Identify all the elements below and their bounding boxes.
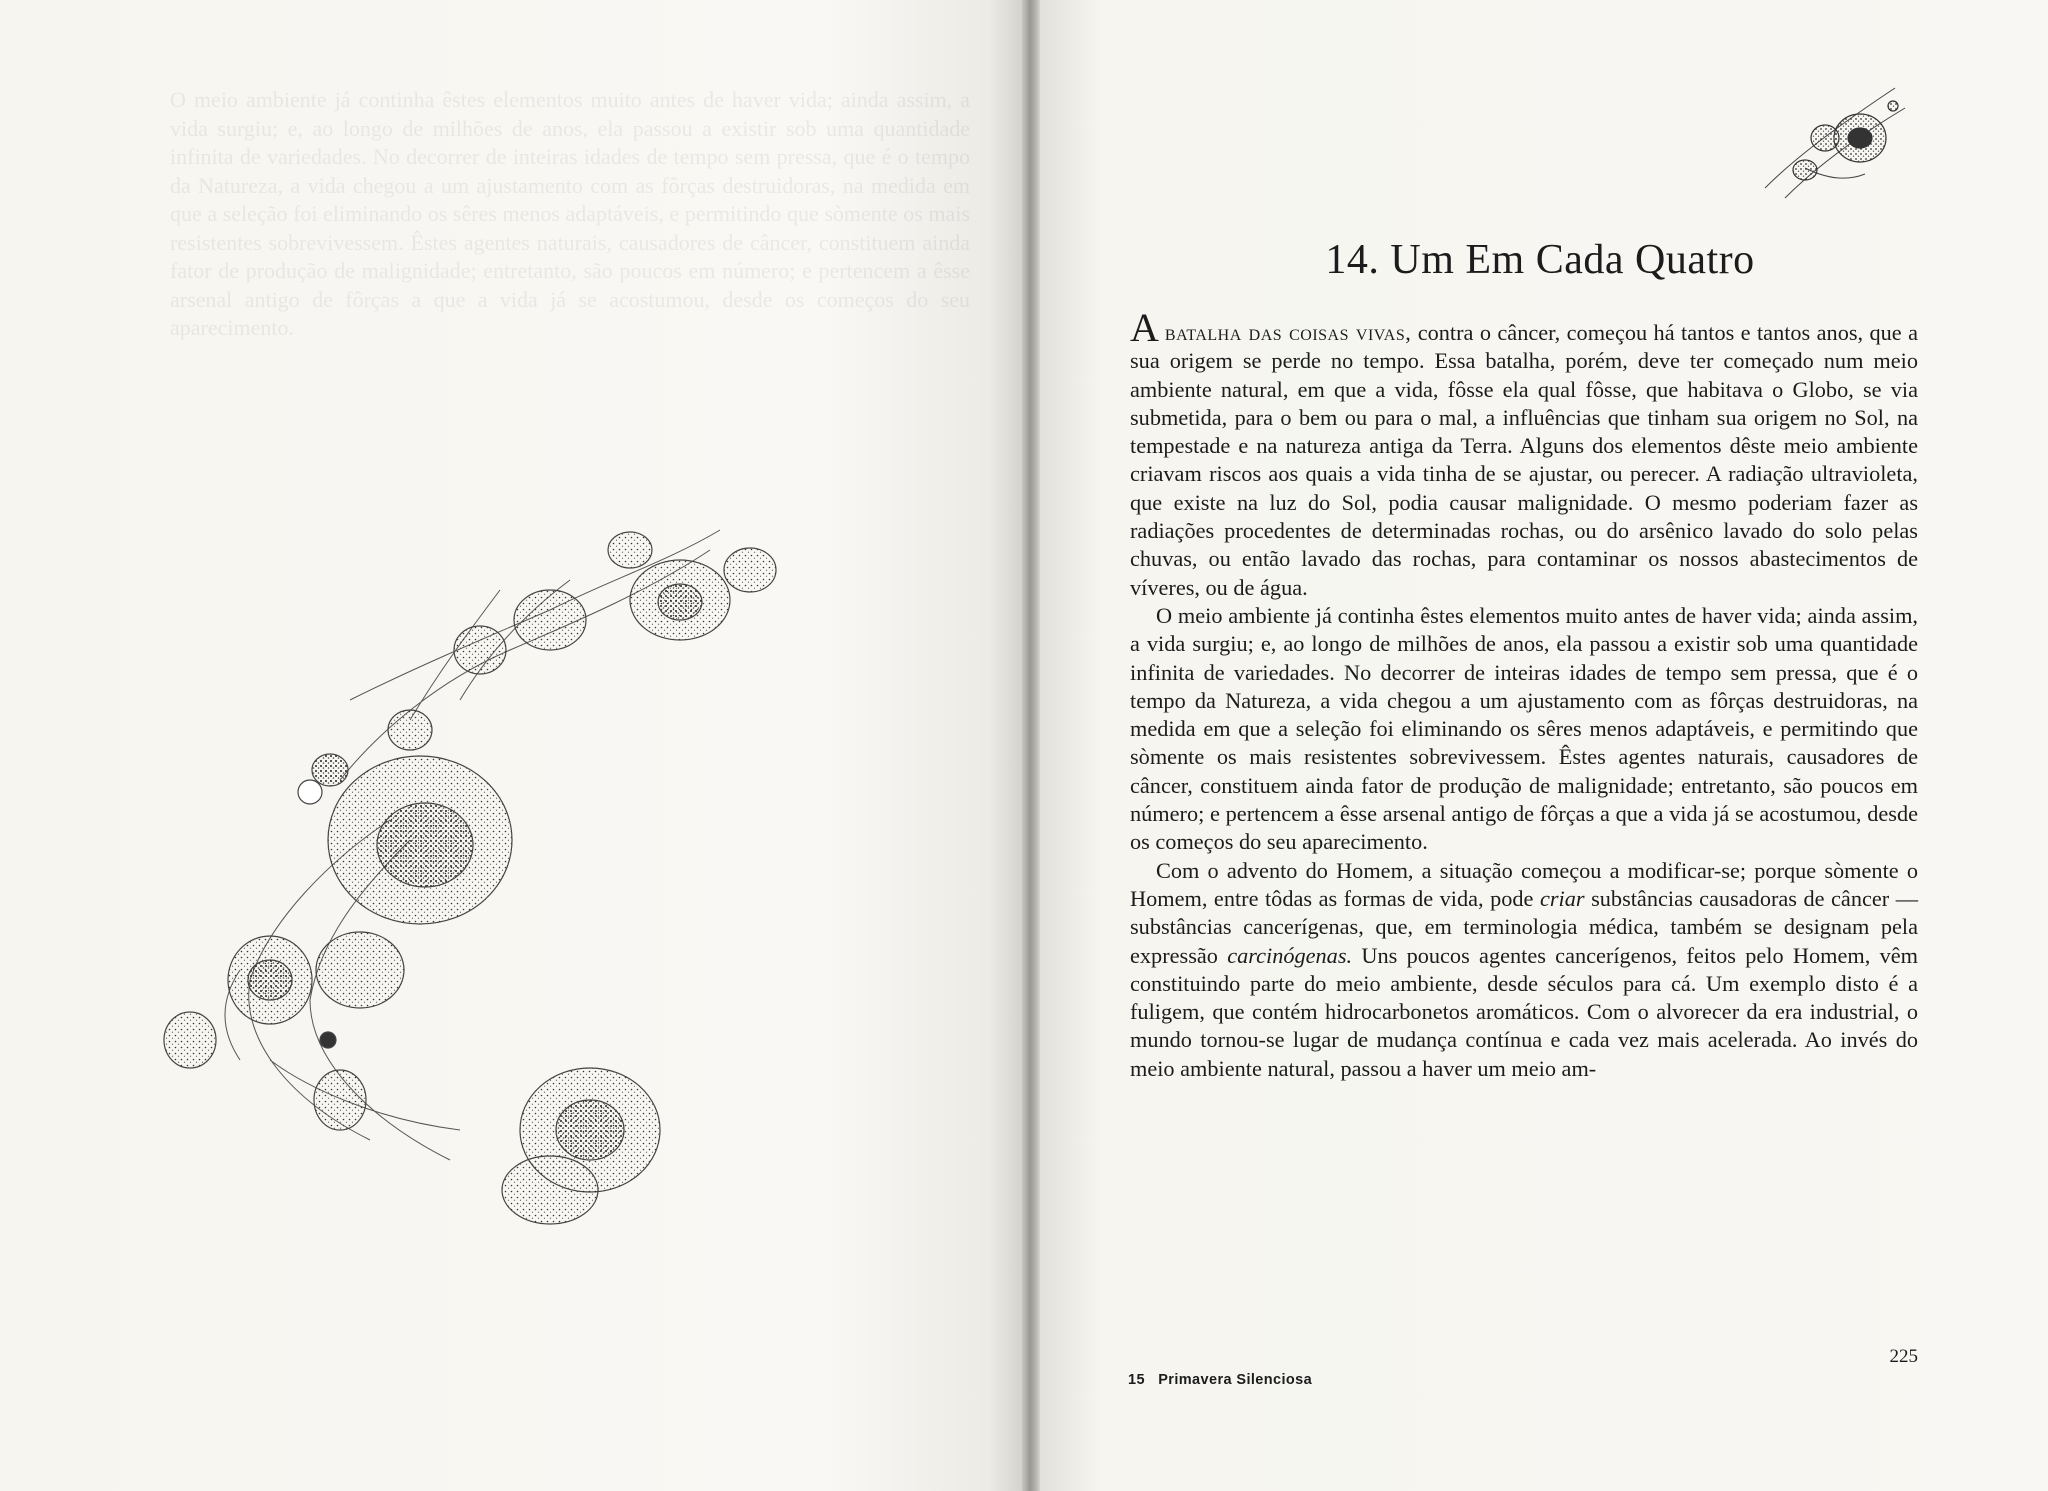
paragraph-1-text: contra o câncer, começou há tantos e tantos anos, que a sua origem se perde no tempo. Essa batalha, porém, deve ter começado num meio ambiente natural, em que a vida, fôsse ela qual fôsse, que habitava o Globo, se via submetida, para o bem ou para o mal, a influências que tinham sua origem no Sol, na tempestade e na natureza antiga da Terra. Alguns dos elementos dêste meio ambiente criavam riscos aos quais a vida tinha de se ajustar, ou perecer. A radiação ultravioleta, que existe na luz do Sol, podia causar malignidade. O mesmo poderiam fazer as radiações procedentes de determinadas rochas, ou do arsênico lavado do solo pelas chuvas, ou então lavado das rochas, para contaminar os nossos abastecimentos de víveres, ou de água. bbox=[1130, 320, 1918, 600]
printer-signature: 15 Primavera Silenciosa bbox=[1128, 1372, 1313, 1388]
show-through-text: O meio ambiente já continha êstes elementos muito antes de haver vida; ainda assim, a vida surgiu; e, ao longo de milhões de anos, ela passou a existir sob uma quantidade infinita de variedades. No decorrer de inteiras idades de tempo sem pressa, que é o tempo da Natureza, a vida chegou a um ajustamento com as fôrças destruidoras, na medida em que a seleção foi eliminando os sêres menos adaptáveis, e permitindo que sòmente os mais resistentes sobrevivessem. Êstes agentes naturais, causadores de câncer, constituem ainda fator de produção de malignidade; entretanto, são poucos em número; e pertencem a êsse arsenal antigo de fôrças a que a vida já se acostumou, desde os começos do seu aparecimento. bbox=[170, 87, 970, 340]
chapter-body bbox=[1130, 305, 1918, 1083]
paragraph-2: O meio ambiente já continha êstes elementos muito antes de haver vida; ainda assim, a vida surgiu; e, ao longo de milhões de anos, ela passou a existir sob uma quantidade infinita de variedades. No decorrer de inteiras idades de tempo sem pressa, que é o tempo da Natureza, a vida chegou a um ajustamento com as fôrças destruidoras, na medida em que a seleção foi eliminando os sêres menos adaptáveis, e permitindo que sòmente os mais resistentes sobrevivessem. Êstes agentes naturais, causadores de câncer, constituem ainda fator de produção de malignidade; entretanto, são poucos em número; e pertencem a êsse arsenal antigo de fôrças a que a vida já se acostumou, desde os começos do seu aparecimento. bbox=[1130, 602, 1918, 855]
paragraph-3 bbox=[1130, 857, 1918, 1083]
paragraph-3-text-after: Uns poucos agentes cancerígenos, feitos pelo Homem, vêm constituindo parte do meio ambiente, desde séculos para cá. Um exemplo disto é a fuligem, que contém hidrocarbonetos aromáticos. Com o alvorecer da era industrial, o mundo tornou-se lugar de mudança contínua e cada vez mais acelerada. Ao invés do meio ambiente natural, passou a haver um meio am- bbox=[1130, 942, 1918, 1081]
book-gutter bbox=[1022, 0, 1042, 1491]
emphasis-criar: criar bbox=[1539, 885, 1585, 911]
emphasis-carcinogenas: carcinógenas. bbox=[1227, 942, 1353, 968]
corner-cell-illustration bbox=[1745, 78, 1915, 208]
paragraph-1 bbox=[1130, 305, 1918, 602]
drop-cap: A bbox=[1130, 305, 1159, 350]
cell-illustration bbox=[150, 500, 970, 1230]
opening-small-caps: batalha das coisas vivas, bbox=[1164, 320, 1412, 345]
chapter-title: 14. Um Em Cada Quatro bbox=[1325, 237, 1755, 283]
paragraph-3-text-before: Com o advento do Homem, a situação começou a modificar-se; porque sòmente o Homem, entre tôdas as formas de vida, pode bbox=[1130, 857, 1918, 911]
page-number: 225 bbox=[1889, 1346, 1918, 1367]
paragraph-3-text-middle: substâncias causadoras de câncer — substâncias cancerígenas, que, em terminologia médica, também se designam pela expressão bbox=[1130, 885, 1918, 968]
